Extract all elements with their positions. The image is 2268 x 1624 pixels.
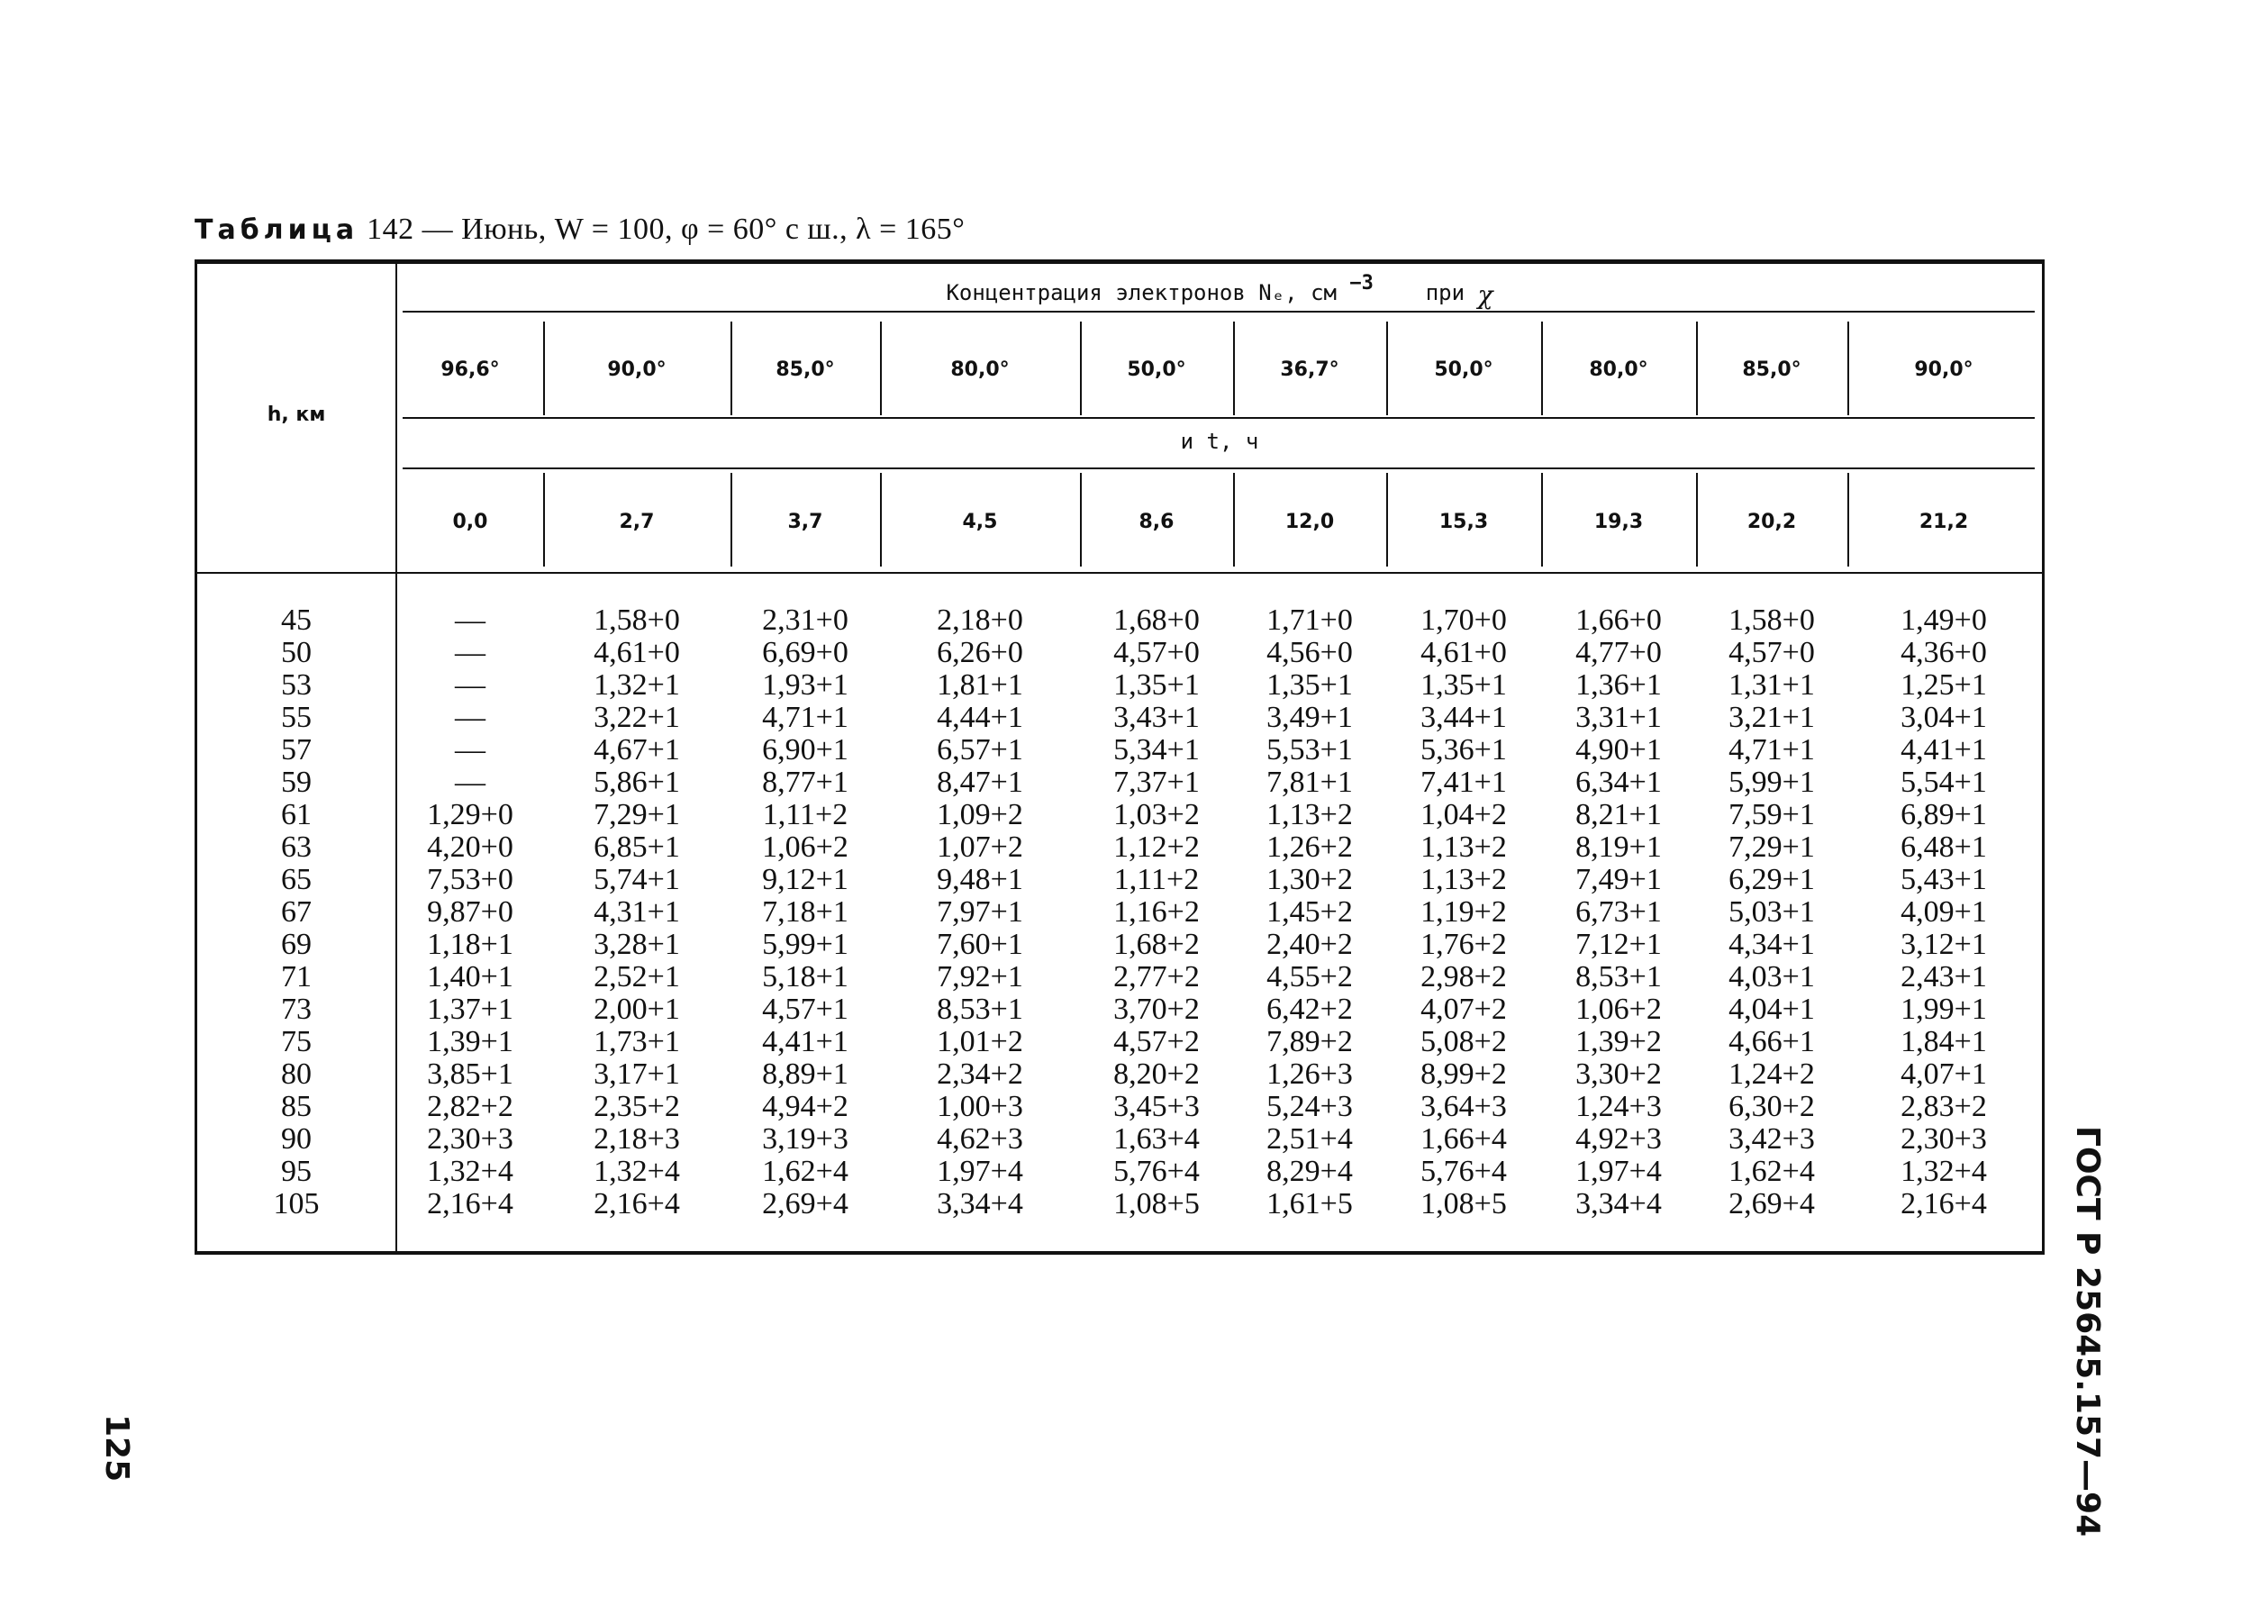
value-cell: 7,89+2 xyxy=(1266,1025,1353,1058)
height-cell: 95 xyxy=(281,1155,312,1188)
value-cell: 4,57+2 xyxy=(1113,1025,1200,1058)
value-cell: 3,22+1 xyxy=(594,701,680,734)
value-cell: 1,37+1 xyxy=(427,993,513,1026)
value-cell: 4,34+1 xyxy=(1728,928,1815,961)
height-cell: 63 xyxy=(281,830,312,864)
header-cell-divider xyxy=(543,322,545,415)
value-cell: 3,43+1 xyxy=(1113,701,1200,734)
height-column xyxy=(197,604,395,1220)
value-cell: 1,76+2 xyxy=(1420,928,1507,961)
value-cell: 1,97+4 xyxy=(937,1155,1023,1188)
header-cell-divider xyxy=(1696,322,1698,415)
value-cell: 5,76+4 xyxy=(1113,1155,1200,1188)
value-cell: 3,31+1 xyxy=(1575,701,1662,734)
conc-label: Концентрация электронов Nₑ, см xyxy=(946,280,1337,305)
value-cell: 1,36+1 xyxy=(1575,668,1662,702)
t-value: 20,2 xyxy=(1746,511,1797,533)
value-cell: 2,16+4 xyxy=(594,1187,680,1220)
value-cell: 7,97+1 xyxy=(937,895,1023,929)
value-cell: 5,99+1 xyxy=(1728,766,1815,799)
header-cell-divider xyxy=(1541,473,1543,567)
value-cell: 1,45+2 xyxy=(1266,895,1353,929)
value-cell: 4,90+1 xyxy=(1575,733,1662,767)
value-column xyxy=(880,604,1080,1220)
value-cell: 4,41+1 xyxy=(762,1025,848,1058)
value-cell: 1,30+2 xyxy=(1266,863,1353,896)
height-cell: 69 xyxy=(281,928,312,961)
value-cell: 8,19+1 xyxy=(1575,830,1662,864)
value-cell: 4,71+1 xyxy=(1728,733,1815,767)
t-value: 15,3 xyxy=(1438,511,1489,533)
value-cell: 1,71+0 xyxy=(1266,603,1353,637)
value-cell: 4,03+1 xyxy=(1728,960,1815,993)
side-standard-label: ГОСТ Р 25645.157—94 xyxy=(2069,1126,2106,1538)
value-cell: 8,29+4 xyxy=(1266,1155,1353,1188)
value-cell: 7,49+1 xyxy=(1575,863,1662,896)
value-cell: 2,16+4 xyxy=(427,1187,513,1220)
value-cell: 5,43+1 xyxy=(1901,863,1987,896)
value-cell: 4,67+1 xyxy=(594,733,680,767)
value-cell: 1,13+2 xyxy=(1266,798,1353,831)
value-column xyxy=(1386,604,1541,1220)
value-cell: 2,34+2 xyxy=(937,1057,1023,1091)
value-cell: 3,30+2 xyxy=(1575,1057,1662,1091)
height-cell: 73 xyxy=(281,993,312,1026)
value-cell: 4,41+1 xyxy=(1901,733,1987,767)
t-value: 0,0 xyxy=(452,511,488,533)
value-cell: 4,57+0 xyxy=(1728,636,1815,669)
value-cell: 6,29+1 xyxy=(1728,863,1815,896)
value-cell: 1,11+2 xyxy=(1113,863,1200,896)
value-column xyxy=(1080,604,1233,1220)
chi-value: 50,0° xyxy=(1434,358,1493,381)
value-cell: 4,62+3 xyxy=(937,1122,1023,1156)
value-cell: 4,04+1 xyxy=(1728,993,1815,1026)
value-cell: 8,47+1 xyxy=(937,766,1023,799)
value-cell: 3,28+1 xyxy=(594,928,680,961)
value-cell: 2,00+1 xyxy=(594,993,680,1026)
value-cell: 1,16+2 xyxy=(1113,895,1200,929)
height-cell: 65 xyxy=(281,863,312,896)
value-cell: 1,40+1 xyxy=(427,960,513,993)
value-cell: 6,73+1 xyxy=(1575,895,1662,929)
value-cell: 1,18+1 xyxy=(427,928,513,961)
value-cell: 5,74+1 xyxy=(594,863,680,896)
value-cell: 1,35+1 xyxy=(1113,668,1200,702)
header-cell-divider xyxy=(1080,322,1082,415)
value-cell: 4,31+1 xyxy=(594,895,680,929)
value-cell: 7,41+1 xyxy=(1420,766,1507,799)
height-cell: 57 xyxy=(281,733,312,767)
value-cell: 5,53+1 xyxy=(1266,733,1353,767)
value-cell: 2,43+1 xyxy=(1901,960,1987,993)
header-cell-divider xyxy=(880,473,882,567)
value-cell: 7,81+1 xyxy=(1266,766,1353,799)
value-cell: 4,44+1 xyxy=(937,701,1023,734)
chi-value: 85,0° xyxy=(1742,358,1801,381)
value-cell: — xyxy=(455,701,485,734)
value-cell: 5,99+1 xyxy=(762,928,848,961)
value-cell: 1,39+1 xyxy=(427,1025,513,1058)
value-cell: 3,21+1 xyxy=(1728,701,1815,734)
value-cell: 8,20+2 xyxy=(1113,1057,1200,1091)
value-cell: 1,62+4 xyxy=(1728,1155,1815,1188)
value-cell: 1,66+4 xyxy=(1420,1122,1507,1156)
value-cell: 1,84+1 xyxy=(1901,1025,1987,1058)
value-cell: 1,97+4 xyxy=(1575,1155,1662,1188)
t-value: 21,2 xyxy=(1919,511,1969,533)
value-cell: 4,09+1 xyxy=(1901,895,1987,929)
header-bottom-rule xyxy=(197,572,2042,574)
value-cell: 1,73+1 xyxy=(594,1025,680,1058)
data-table xyxy=(195,259,2045,1255)
value-cell: — xyxy=(455,636,485,669)
value-column xyxy=(1847,604,2040,1220)
value-cell: 1,09+2 xyxy=(937,798,1023,831)
value-cell: 1,07+2 xyxy=(937,830,1023,864)
value-cell: 6,69+0 xyxy=(762,636,848,669)
value-cell: 5,86+1 xyxy=(594,766,680,799)
chi-symbol: χ xyxy=(1477,280,1493,310)
t-value: 3,7 xyxy=(787,511,823,533)
value-cell: 1,61+5 xyxy=(1266,1187,1353,1220)
header-cell-divider xyxy=(1386,473,1388,567)
height-cell: 71 xyxy=(281,960,312,993)
header-cell-divider xyxy=(1233,322,1235,415)
value-cell: 6,30+2 xyxy=(1728,1090,1815,1123)
value-cell: 9,87+0 xyxy=(427,895,513,929)
value-cell: 1,26+2 xyxy=(1266,830,1353,864)
value-cell: 1,32+4 xyxy=(594,1155,680,1188)
value-cell: 4,36+0 xyxy=(1901,636,1987,669)
value-cell: 1,19+2 xyxy=(1420,895,1507,929)
value-cell: 3,45+3 xyxy=(1113,1090,1200,1123)
t-value: 12,0 xyxy=(1284,511,1335,533)
height-cell: 55 xyxy=(281,701,312,734)
value-cell: 7,59+1 xyxy=(1728,798,1815,831)
value-cell: 1,81+1 xyxy=(937,668,1023,702)
value-cell: 4,92+3 xyxy=(1575,1122,1662,1156)
value-cell: — xyxy=(455,603,485,637)
value-cell: 5,18+1 xyxy=(762,960,848,993)
header-cell-divider xyxy=(1847,473,1849,567)
value-cell: 6,34+1 xyxy=(1575,766,1662,799)
value-cell: 1,32+4 xyxy=(427,1155,513,1188)
chi-value: 36,7° xyxy=(1280,358,1339,381)
header-cell-divider xyxy=(1233,473,1235,567)
chi-value: 80,0° xyxy=(1589,358,1648,381)
value-cell: 8,99+2 xyxy=(1420,1057,1507,1091)
value-column xyxy=(543,604,730,1220)
value-cell: 2,77+2 xyxy=(1113,960,1200,993)
value-cell: 3,34+4 xyxy=(937,1187,1023,1220)
value-cell: 3,34+4 xyxy=(1575,1187,1662,1220)
value-cell: 2,98+2 xyxy=(1420,960,1507,993)
value-cell: 5,03+1 xyxy=(1728,895,1815,929)
height-cell: 53 xyxy=(281,668,312,702)
value-cell: 1,04+2 xyxy=(1420,798,1507,831)
value-column xyxy=(397,604,543,1220)
header-cell-divider xyxy=(730,473,732,567)
value-cell: 4,66+1 xyxy=(1728,1025,1815,1058)
value-cell: 8,53+1 xyxy=(937,993,1023,1026)
value-cell: 7,53+0 xyxy=(427,863,513,896)
value-cell: 4,56+0 xyxy=(1266,636,1353,669)
value-cell: 1,08+5 xyxy=(1113,1187,1200,1220)
value-cell: 3,70+2 xyxy=(1113,993,1200,1026)
value-cell: 1,58+0 xyxy=(1728,603,1815,637)
value-cell: 6,89+1 xyxy=(1901,798,1987,831)
height-cell: 61 xyxy=(281,798,312,831)
height-cell: 85 xyxy=(281,1090,312,1123)
value-cell: 1,93+1 xyxy=(762,668,848,702)
value-cell: 1,99+1 xyxy=(1901,993,1987,1026)
header-cell-divider xyxy=(1080,473,1082,567)
value-cell: 1,06+2 xyxy=(762,830,848,864)
value-cell: 4,57+0 xyxy=(1113,636,1200,669)
header-cell-divider xyxy=(1541,322,1543,415)
value-cell: 4,20+0 xyxy=(427,830,513,864)
header-cell-divider xyxy=(1696,473,1698,567)
value-cell: 3,04+1 xyxy=(1901,701,1987,734)
value-cell: 4,07+1 xyxy=(1901,1057,1987,1091)
value-cell: 4,07+2 xyxy=(1420,993,1507,1026)
value-cell: 4,61+0 xyxy=(1420,636,1507,669)
value-cell: 2,52+1 xyxy=(594,960,680,993)
value-cell: 7,37+1 xyxy=(1113,766,1200,799)
value-cell: 2,69+4 xyxy=(1728,1187,1815,1220)
value-cell: 5,54+1 xyxy=(1901,766,1987,799)
value-cell: 3,49+1 xyxy=(1266,701,1353,734)
t-value: 8,6 xyxy=(1139,511,1175,533)
header-rule-2 xyxy=(403,417,2035,419)
value-cell: 6,48+1 xyxy=(1901,830,1987,864)
value-cell: 4,94+2 xyxy=(762,1090,848,1123)
value-cell: — xyxy=(455,766,485,799)
chi-value: 96,6° xyxy=(440,358,500,381)
value-cell: 1,26+3 xyxy=(1266,1057,1353,1091)
value-cell: 8,77+1 xyxy=(762,766,848,799)
time-header: и t, ч xyxy=(1180,429,1259,454)
value-cell: 8,89+1 xyxy=(762,1057,848,1091)
height-cell: 45 xyxy=(281,603,312,637)
value-cell: 6,57+1 xyxy=(937,733,1023,767)
value-cell: 1,03+2 xyxy=(1113,798,1200,831)
header-cell-divider xyxy=(1847,322,1849,415)
value-cell: 3,19+3 xyxy=(762,1122,848,1156)
value-cell: 1,12+2 xyxy=(1113,830,1200,864)
value-cell: 2,30+3 xyxy=(1901,1122,1987,1156)
height-header: h, км xyxy=(267,404,326,426)
value-cell: — xyxy=(455,733,485,767)
height-cell: 75 xyxy=(281,1025,312,1058)
value-cell: 1,58+0 xyxy=(594,603,680,637)
chi-value: 90,0° xyxy=(1914,358,1973,381)
conc-suffix: при xyxy=(1425,280,1465,305)
header-rule-1 xyxy=(403,311,2035,313)
value-cell: 4,55+2 xyxy=(1266,960,1353,993)
value-cell: 3,64+3 xyxy=(1420,1090,1507,1123)
value-cell: 4,71+1 xyxy=(762,701,848,734)
value-cell: 1,68+0 xyxy=(1113,603,1200,637)
value-cell: 3,42+3 xyxy=(1728,1122,1815,1156)
value-cell: 4,77+0 xyxy=(1575,636,1662,669)
value-cell: 4,57+1 xyxy=(762,993,848,1026)
header-cell-divider xyxy=(543,473,545,567)
value-cell: 1,68+2 xyxy=(1113,928,1200,961)
value-cell: 1,35+1 xyxy=(1266,668,1353,702)
height-cell: 90 xyxy=(281,1122,312,1156)
value-cell: 5,36+1 xyxy=(1420,733,1507,767)
value-cell: 3,44+1 xyxy=(1420,701,1507,734)
value-cell: 1,63+4 xyxy=(1113,1122,1200,1156)
value-cell: 8,21+1 xyxy=(1575,798,1662,831)
value-cell: 2,16+4 xyxy=(1901,1187,1987,1220)
chi-value: 85,0° xyxy=(776,358,835,381)
value-cell: 6,90+1 xyxy=(762,733,848,767)
value-column xyxy=(1696,604,1847,1220)
table-caption xyxy=(195,213,965,247)
value-cell: 9,48+1 xyxy=(937,863,1023,896)
value-column xyxy=(1541,604,1696,1220)
value-cell: 6,85+1 xyxy=(594,830,680,864)
chi-value: 80,0° xyxy=(950,358,1010,381)
conc-exponent: −3 xyxy=(1349,272,1374,295)
value-cell: 1,24+3 xyxy=(1575,1090,1662,1123)
value-cell: 1,31+1 xyxy=(1728,668,1815,702)
value-cell: 3,17+1 xyxy=(594,1057,680,1091)
value-cell: 4,61+0 xyxy=(594,636,680,669)
header-cell-divider xyxy=(880,322,882,415)
value-cell: 2,69+4 xyxy=(762,1187,848,1220)
value-cell: 2,51+4 xyxy=(1266,1122,1353,1156)
value-cell: 3,12+1 xyxy=(1901,928,1987,961)
t-value: 2,7 xyxy=(619,511,655,533)
value-cell: 1,29+0 xyxy=(427,798,513,831)
value-cell: 2,30+3 xyxy=(427,1122,513,1156)
value-cell: 5,34+1 xyxy=(1113,733,1200,767)
value-cell: 1,00+3 xyxy=(937,1090,1023,1123)
caption-text: 142 — Июнь, W = 100, φ = 60° с ш., λ = 165° xyxy=(367,213,966,246)
caption-label: Таблица xyxy=(195,214,359,246)
value-cell: 1,62+4 xyxy=(762,1155,848,1188)
value-column xyxy=(1233,604,1386,1220)
value-cell: 1,66+0 xyxy=(1575,603,1662,637)
height-cell: 80 xyxy=(281,1057,312,1091)
value-cell: 5,08+2 xyxy=(1420,1025,1507,1058)
header-cell-divider xyxy=(730,322,732,415)
value-cell: 1,13+2 xyxy=(1420,830,1507,864)
value-cell: 1,08+5 xyxy=(1420,1187,1507,1220)
value-cell: 2,18+3 xyxy=(594,1122,680,1156)
value-cell: 1,70+0 xyxy=(1420,603,1507,637)
value-cell: 2,35+2 xyxy=(594,1090,680,1123)
value-cell: 7,29+1 xyxy=(1728,830,1815,864)
value-cell: 2,82+2 xyxy=(427,1090,513,1123)
chi-value: 50,0° xyxy=(1127,358,1186,381)
value-cell: 3,85+1 xyxy=(427,1057,513,1091)
value-cell: 1,01+2 xyxy=(937,1025,1023,1058)
value-cell: 2,83+2 xyxy=(1901,1090,1987,1123)
value-cell: 1,32+1 xyxy=(594,668,680,702)
value-cell: 7,29+1 xyxy=(594,798,680,831)
value-cell: 1,06+2 xyxy=(1575,993,1662,1026)
value-cell: 7,92+1 xyxy=(937,960,1023,993)
value-cell: 7,12+1 xyxy=(1575,928,1662,961)
value-cell: 1,13+2 xyxy=(1420,863,1507,896)
height-cell: 105 xyxy=(273,1187,320,1220)
value-cell: 1,25+1 xyxy=(1901,668,1987,702)
value-column xyxy=(730,604,880,1220)
value-cell: 1,24+2 xyxy=(1728,1057,1815,1091)
height-cell: 59 xyxy=(281,766,312,799)
value-cell: 2,40+2 xyxy=(1266,928,1353,961)
value-cell: 2,31+0 xyxy=(762,603,848,637)
value-cell: 6,42+2 xyxy=(1266,993,1353,1026)
value-cell: 1,49+0 xyxy=(1901,603,1987,637)
height-cell: 50 xyxy=(281,636,312,669)
value-cell: 1,35+1 xyxy=(1420,668,1507,702)
value-cell: 6,26+0 xyxy=(937,636,1023,669)
value-cell: 2,18+0 xyxy=(937,603,1023,637)
t-value: 4,5 xyxy=(962,511,998,533)
value-cell: 8,53+1 xyxy=(1575,960,1662,993)
t-value: 19,3 xyxy=(1593,511,1644,533)
value-cell: 1,32+4 xyxy=(1901,1155,1987,1188)
value-cell: 1,11+2 xyxy=(762,798,848,831)
concentration-header xyxy=(397,272,2042,311)
chi-value: 90,0° xyxy=(607,358,667,381)
value-cell: 9,12+1 xyxy=(762,863,848,896)
value-cell: — xyxy=(455,668,485,702)
header-rule-3 xyxy=(403,467,2035,469)
value-cell: 5,76+4 xyxy=(1420,1155,1507,1188)
value-cell: 5,24+3 xyxy=(1266,1090,1353,1123)
value-cell: 1,39+2 xyxy=(1575,1025,1662,1058)
header-cell-divider xyxy=(1386,322,1388,415)
value-cell: 7,60+1 xyxy=(937,928,1023,961)
page-number: 125 xyxy=(98,1414,135,1483)
value-cell: 7,18+1 xyxy=(762,895,848,929)
height-cell: 67 xyxy=(281,895,312,929)
